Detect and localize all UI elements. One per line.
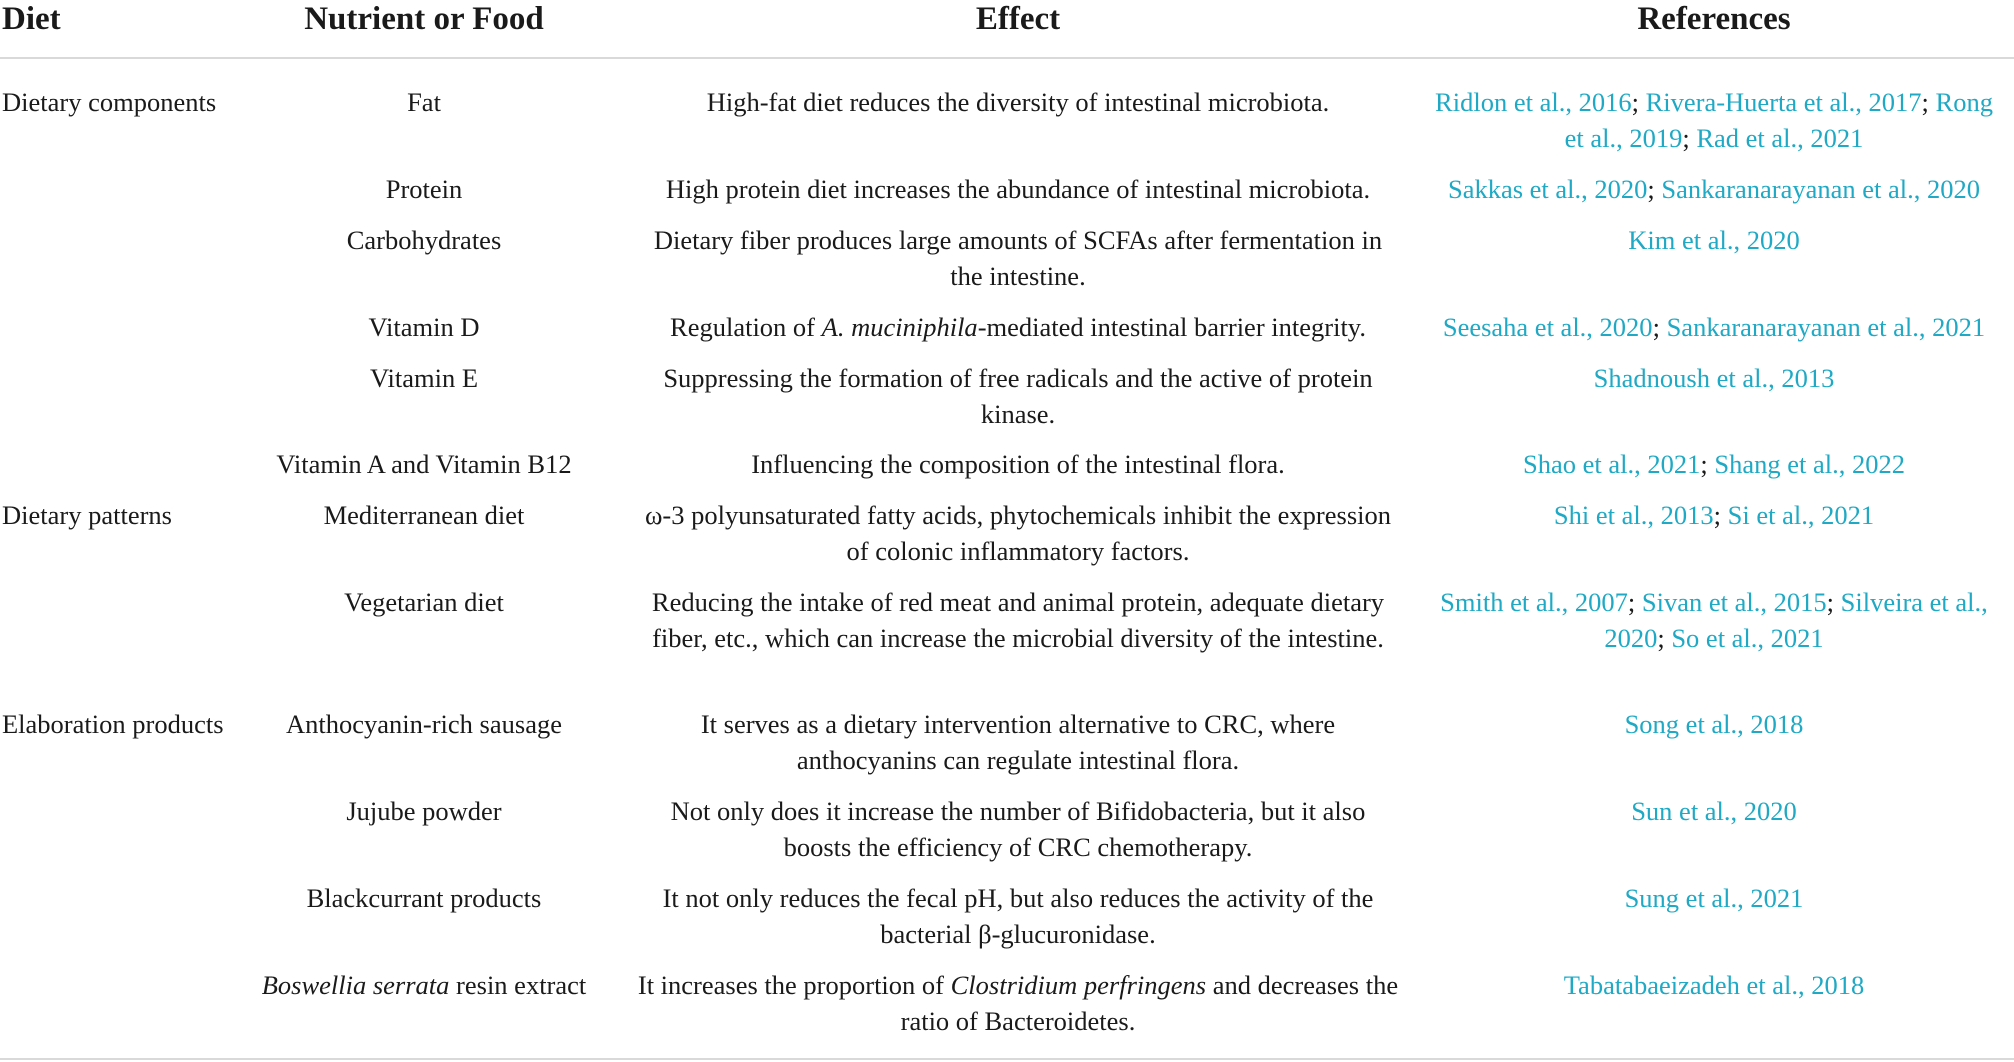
diet-cell: Dietary components [2,87,217,117]
header-references: References [1637,1,1791,37]
effect-cell: ω-3 polyunsaturated fatty acids, phytochemicals inhibit the expression of colonic inflammatory factors. [644,500,1391,566]
food-cell: Vegetarian diet [344,587,504,617]
effect-cell: High protein diet increases the abundance of intestinal microbiota. [665,174,1371,204]
references-cell [1424,967,2004,1003]
reference-link[interactable]: Sung et al., 2021 [1624,883,1804,913]
diet-cell: Dietary patterns [2,500,172,530]
references-cell: Sakkas et al., 2020; Sankaranarayanan et al., 2020 [1447,174,1981,204]
food-cell: Vitamin D [368,312,480,342]
reference-link[interactable]: Rong et al., 2019 [1564,87,1993,153]
reference-link[interactable]: Silveira et al., 2020 [1604,587,1988,653]
food-cell: Vitamin E [369,363,479,393]
header-diet: Diet [2,1,61,37]
reference-link[interactable]: Sakkas et al., 2020 [1447,174,1648,204]
reference-link[interactable]: Shadnoush et al., 2013 [1593,363,1835,393]
diet-cell: Elaboration products [2,709,224,739]
food-cell: Protein [385,174,463,204]
header-divider [0,57,2014,59]
effect-cell: Not only does it increase the number of Bifidobacteria, but it also boosts the efficiency of CRC chemotherapy. [670,796,1366,862]
table-bottom-rule [0,1058,2014,1060]
reference-link[interactable]: Tabatabaeizadeh et al., 2018 [1563,970,1865,1000]
food-cell: Vitamin A and Vitamin B12 [276,449,572,479]
effect-cell: Reducing the intake of red meat and animal protein, adequate dietary fiber, etc., which can increase the microbial diversity of the intestine. [651,587,1385,653]
effect-cell: It serves as a dietary intervention alternative to CRC, where anthocyanins can regulate intestinal flora. [700,709,1336,775]
reference-link[interactable]: Shao et al., 2021 [1523,449,1701,479]
food-cell: Carbohydrates [346,225,502,255]
reference-link[interactable]: Sun et al., 2020 [1631,796,1797,826]
reference-link[interactable]: Kim et al., 2020 [1628,225,1800,255]
effect-cell: Regulation of A. muciniphila-mediated intestinal barrier integrity. [670,312,1366,342]
reference-link[interactable]: Shi et al., 2013 [1553,500,1714,530]
header-nutrient-or-food: Nutrient or Food [304,1,544,37]
food-cell: Boswellia serrata resin extract [261,970,587,1000]
references-cell: Shao et al., 2021; Shang et al., 2022 [1523,449,1905,479]
references-cell [1424,793,2004,829]
reference-link[interactable]: Smith et al., 2007 [1440,587,1628,617]
references-cell: Shi et al., 2013; Si et al., 2021 [1553,500,1875,530]
effect-cell: Influencing the composition of the intestinal flora. [751,449,1285,479]
references-cell [1424,222,2004,258]
food-cell: Anthocyanin-rich sausage [286,709,562,739]
effect-cell: It increases the proportion of Clostridium perfringens and decreases the ratio of Bacteroidetes. [637,970,1399,1036]
reference-link[interactable]: Song et al., 2018 [1624,709,1804,739]
references-cell: Seesaha et al., 2020; Sankaranarayanan et al., 2021 [1442,312,1986,342]
food-cell: Fat [407,87,441,117]
reference-link[interactable]: Sivan et al., 2015 [1641,587,1827,617]
effect-cell: Suppressing the formation of free radicals and the active of protein kinase. [663,363,1373,429]
references-cell: Ridlon et al., 2016; Rivera-Huerta et al., 2017; Rong et al., 2019; Rad et al., 2021 [1435,87,1993,153]
reference-link[interactable]: Sankaranarayanan et al., 2020 [1661,174,1981,204]
reference-link[interactable]: Rivera-Huerta et al., 2017 [1645,87,1922,117]
reference-link[interactable]: So et al., 2021 [1671,623,1824,653]
effect-cell: Dietary fiber produces large amounts of SCFAs after fermentation in the intestine. [653,225,1383,291]
food-cell: Mediterranean diet [323,500,525,530]
reference-link[interactable]: Si et al., 2021 [1727,500,1875,530]
header-effect: Effect [975,1,1061,37]
reference-link[interactable]: Rad et al., 2021 [1696,123,1864,153]
effect-cell: High-fat diet reduces the diversity of intestinal microbiota. [706,87,1330,117]
reference-link[interactable]: Shang et al., 2022 [1714,449,1905,479]
references-cell [1424,706,2004,742]
references-cell: Smith et al., 2007; Sivan et al., 2015; Silveira et al., 2020; So et al., 2021 [1440,587,1988,653]
food-cell: Jujube powder [346,796,502,826]
reference-link[interactable]: Seesaha et al., 2020 [1442,312,1653,342]
reference-link[interactable]: Ridlon et al., 2016 [1435,87,1632,117]
food-cell: Blackcurrant products [306,883,542,913]
effect-cell: It not only reduces the fecal pH, but also reduces the activity of the bacterial β-glucuronidase. [662,883,1374,949]
references-cell [1424,880,2004,916]
reference-link[interactable]: Sankaranarayanan et al., 2021 [1666,312,1986,342]
references-cell [1424,360,2004,396]
